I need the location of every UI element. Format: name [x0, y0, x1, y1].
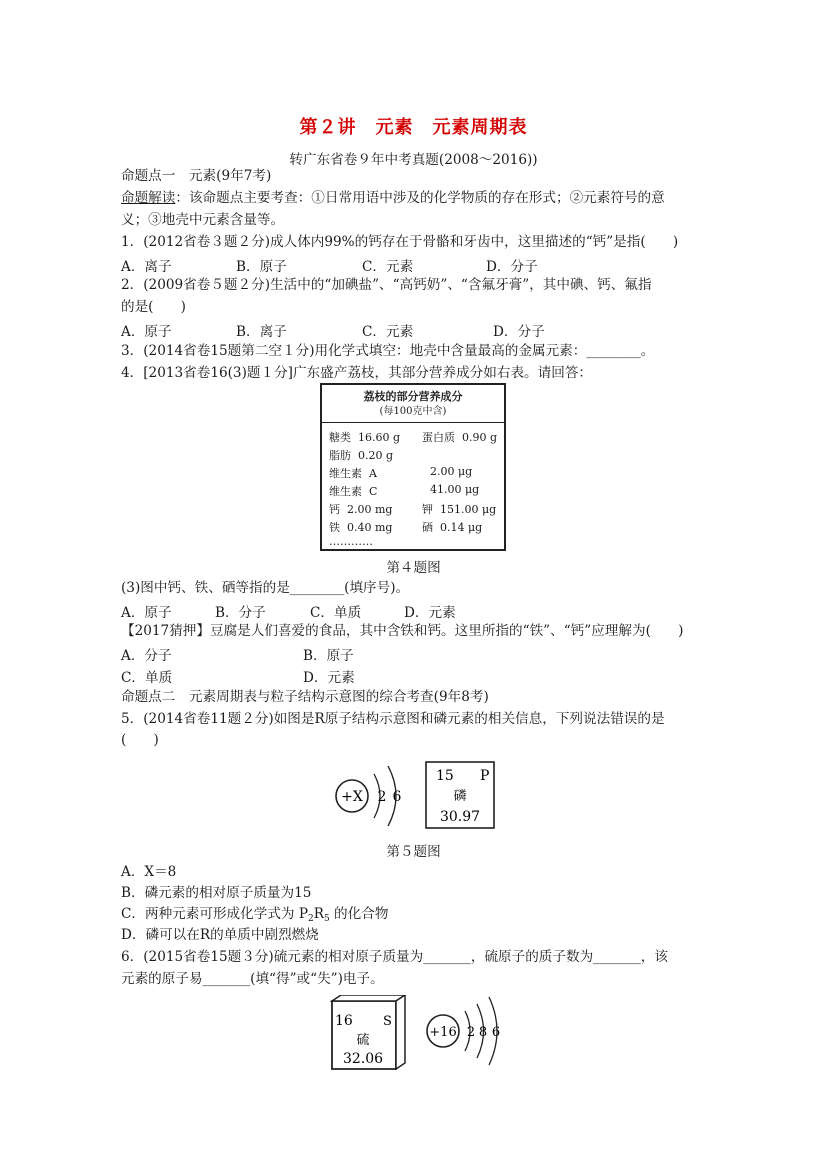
section1-analysis-line2: 义；③地壳中元素含量等。 [121, 212, 285, 228]
predict-option-c[interactable]: C．单质 [121, 670, 173, 686]
sulfur-atom-nucleus-label: +16 [429, 1025, 457, 1040]
nutrition-row-4-right: 41.00 μg [430, 483, 480, 496]
nutrition-row-3-left: 维生素 A [329, 467, 377, 480]
sulfur-symbol: S [383, 1014, 392, 1029]
q5-option-c-text: C．两种元素可形成化学式为 P [121, 906, 308, 922]
sulfur-name: 硫 [356, 1033, 370, 1048]
predict-stem: 【2017猜押】豆腐是人们喜爱的食品，其中含铁和钙。这里所指的“铁”、“钙”应理解为( ) [121, 623, 684, 639]
q5-option-a[interactable]: A．X＝8 [121, 864, 177, 880]
page-title: 第２讲 元素 元素周期表 [299, 117, 528, 138]
page-subtitle: 转广东省卷９年中考真题(2008～2016)) [289, 152, 538, 168]
section2-heading: 命题点二 元素周期表与粒子结构示意图的综合考查(9年8考) [121, 689, 489, 705]
nutrition-table-subtitle: (每100克中含) [379, 406, 447, 417]
q4-figure-caption: 第４题图 [386, 560, 441, 576]
sulfur-cell-top [332, 995, 405, 1001]
nutrition-table-title: 荔枝的部分营养成分 [363, 390, 463, 403]
predict-option-b[interactable]: B．原子 [303, 648, 354, 664]
predict-option-a[interactable]: A．分子 [121, 648, 172, 664]
q4-option-a[interactable]: A．原子 [121, 605, 172, 621]
q1-stem: 1．(2012省卷３题２分)成人体内99%的钙存在于骨骼和牙齿中，这里描述的“钙”是指( ) [121, 234, 679, 250]
q5-option-c-tail: 的化合物 [329, 906, 389, 922]
r-atom-electrons-2: 6 [392, 789, 402, 805]
analysis-text: ：该命题点主要考查：①日常用语中涉及的化学物质的存在形式；②元素符号的意 [175, 190, 665, 206]
q5-option-c-sub2: 5 [323, 914, 330, 924]
r-atom-electrons-1: 2 [377, 789, 387, 805]
phosphorus-name: 磷 [453, 789, 467, 804]
section1-analysis [121, 189, 665, 207]
q2-option-b[interactable]: B．离子 [236, 324, 287, 340]
nutrition-row-2-left: 脂肪 0.20 g [329, 449, 394, 462]
q2-option-a[interactable]: A．原子 [121, 324, 172, 340]
nutrition-row-6-left: 铁 0.40 mg [329, 521, 393, 534]
q2-option-d[interactable]: D．分子 [493, 324, 545, 340]
q5-figure-caption: 第５题图 [386, 844, 441, 860]
q5-stem-line1: 5．(2014省卷11题２分)如图是R原子结构示意图和磷元素的相关信息，下列说法错误的是 [121, 711, 665, 727]
q3-stem: 3．(2014省卷15题第二空１分)用化学式填空：地壳中含量最高的金属元素：________。 [121, 343, 655, 359]
q5-option-d[interactable]: D．磷可以在R的单质中剧烈燃烧 [121, 927, 319, 943]
q5-option-c[interactable] [121, 905, 388, 928]
sulfur-cell-side [396, 995, 405, 1069]
q1-option-c[interactable]: C．元素 [362, 259, 414, 275]
q5-option-c-sub1: 2 [308, 914, 314, 924]
nutrition-row-4-left: 维生素 C [329, 485, 378, 498]
q1-option-d[interactable]: D．分子 [486, 259, 538, 275]
q2-stem-line1: 2．(2009省卷５题２分)生活中的“加碘盐”、“高钙奶”、“含氟牙膏”，其中碘、钙、氟指 [121, 277, 652, 293]
q6-figure [325, 995, 515, 1075]
nutrition-row-3-right: 2.00 μg [430, 465, 473, 478]
nutrition-row-5-right: 钾 151.00 μg [422, 503, 497, 516]
nutrition-row-5-left: 钙 2.00 mg [329, 503, 393, 516]
nutrition-row-1-left: 糖类 16.60 g [329, 431, 401, 444]
q1-option-b[interactable]: B．原子 [236, 259, 287, 275]
q4-stem: 4．[2013省卷16(3)题１分]广东盛产荔枝，其部分营养成分如右表。请回答： [121, 365, 593, 381]
q5-figure [330, 760, 500, 832]
phosphorus-atomic-number: 15 [436, 768, 454, 784]
predict-option-d[interactable]: D．元素 [303, 670, 355, 686]
sulfur-atomic-number: 16 [335, 1013, 353, 1029]
q6-stem-line1: 6．(2015省卷15题３分)硫元素的相对原子质量为_______，硫原子的质子数为_______，该 [121, 949, 668, 965]
q4-option-c[interactable]: C．单质 [310, 605, 362, 621]
section1-heading: 命题点一 元素(9年7考) [121, 168, 272, 184]
q5-option-c-r: R [313, 906, 324, 922]
q6-stem-line2: 元素的原子易_______(填“得”或“失”)电子。 [121, 971, 384, 987]
nutrition-row-ellipsis: ………… [329, 535, 373, 548]
analysis-label: 命题解读 [121, 190, 176, 206]
q1-option-a[interactable]: A．离子 [121, 259, 172, 275]
sulfur-atom-electrons-1: 2 [466, 1025, 476, 1040]
sulfur-atom-electrons-2: 8 [478, 1025, 488, 1040]
nutrition-row-6-right: 硒 0.14 μg [422, 521, 483, 534]
q5-stem-line2: ( ) [121, 732, 159, 748]
phosphorus-mass: 30.97 [439, 809, 481, 825]
q2-stem-line2: 的是( ) [121, 299, 186, 315]
q2-option-c[interactable]: C．元素 [362, 324, 414, 340]
q5-option-b[interactable]: B．磷元素的相对原子质量为15 [121, 885, 312, 901]
q4-option-d[interactable]: D．元素 [404, 605, 456, 621]
sulfur-mass: 32.06 [342, 1051, 384, 1067]
r-atom-nucleus-label: +X [341, 789, 363, 805]
nutrition-table [320, 383, 506, 551]
nutrition-row-1-right: 蛋白质 0.90 g [422, 431, 498, 444]
phosphorus-symbol: P [480, 768, 490, 784]
sulfur-atom-electrons-3: 6 [491, 1025, 501, 1040]
q4-sub-stem: (3)图中钙、铁、硒等指的是________(填序号)。 [121, 580, 410, 596]
q4-option-b[interactable]: B．分子 [215, 605, 266, 621]
